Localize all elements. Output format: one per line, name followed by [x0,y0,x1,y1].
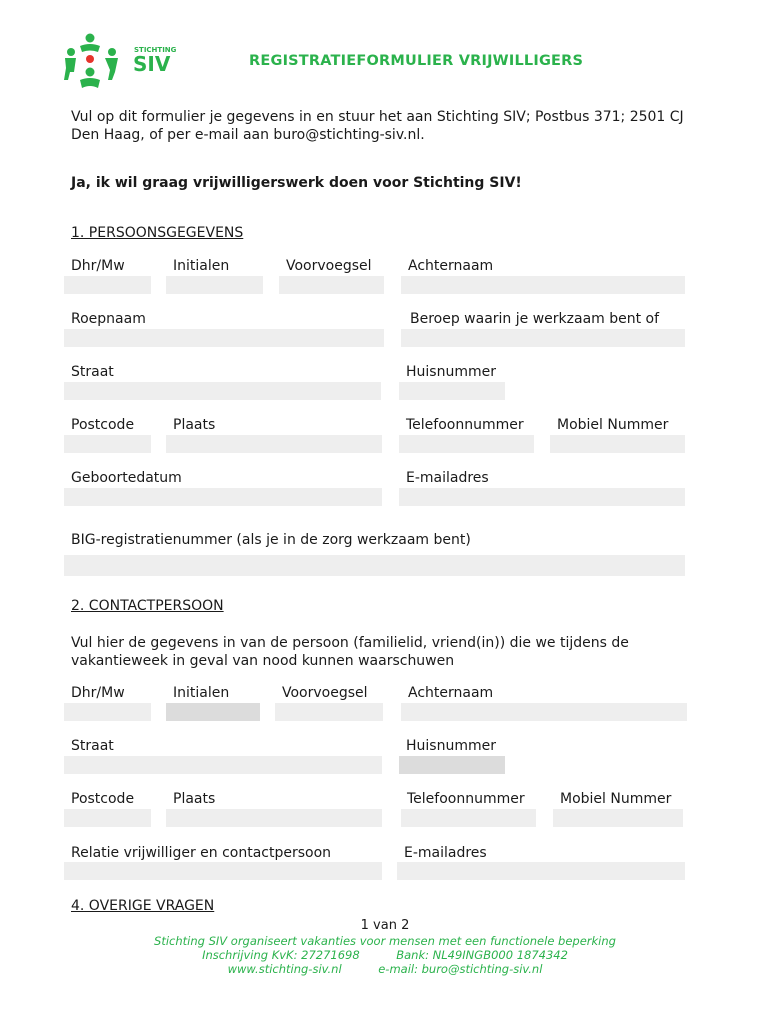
label-roepnaam: Roepnaam [71,311,146,327]
field-telefoon[interactable] [399,435,534,453]
label-geboortedatum: Geboortedatum [71,470,182,486]
section-4-heading: 4. OVERIGE VRAGEN [71,898,215,914]
field-contact-mobiel[interactable] [553,809,683,827]
label-contact-plaats: Plaats [173,791,216,807]
field-email[interactable] [399,488,685,506]
field-dhr-mw[interactable] [64,276,151,294]
label-contact-telefoon: Telefoonnummer [407,791,525,807]
label-straat: Straat [71,364,114,380]
footer-email[interactable]: e-mail: buro@stichting-siv.nl [378,962,543,976]
label-mobiel: Mobiel Nummer [557,417,669,433]
field-achternaam[interactable] [401,276,685,294]
field-contact-telefoon[interactable] [401,809,536,827]
field-huisnummer[interactable] [399,382,505,400]
footer-line2 [0,948,770,962]
label-postcode: Postcode [71,417,135,433]
footer-web[interactable]: www.stichting-siv.nl [227,962,342,976]
field-contact-plaats[interactable] [166,809,382,827]
field-beroep[interactable] [401,329,685,347]
footer-line1: Stichting SIV organiseert vakanties voor mensen met een functionele beperking [154,934,616,948]
footer-kvk: Inschrijving KvK: 27271698 [202,948,360,962]
field-contact-straat[interactable] [64,756,382,774]
label-contact-dhr-mw: Dhr/Mw [71,685,125,701]
label-huisnummer: Huisnummer [406,364,496,380]
section-2-heading: 2. CONTACTPERSOON [71,598,224,614]
label-relatie: Relatie vrijwilliger en contactpersoon [71,845,332,861]
label-dhr-mw: Dhr/Mw [71,258,125,274]
label-contact-voorvoegsel: Voorvoegsel [282,685,368,701]
field-roepnaam[interactable] [64,329,384,347]
label-email: E-mailadres [406,470,489,486]
label-plaats: Plaats [173,417,216,433]
intro-text: Vul op dit formulier je gegevens in en stuur het aan Stichting SIV; Postbus 371; 2501 CJ Den Haag, of per e-mail aan buro@stichting-siv.nl. [71,109,684,143]
field-straat[interactable] [64,382,381,400]
form-title: REGISTRATIEFORMULIER VRIJWILLIGERS [249,53,584,69]
field-plaats[interactable] [166,435,382,453]
section-2-intro: Vul hier de gegevens in van de persoon (familielid, vriend(in)) die we tijdens de vakantieweek in geval van nood kunnen waarschuwen [71,635,629,669]
field-big[interactable] [64,555,685,576]
field-contact-voorvoegsel[interactable] [275,703,383,721]
field-voorvoegsel[interactable] [279,276,384,294]
field-contact-achternaam[interactable] [401,703,687,721]
section-1-heading: 1. PERSOONSGEGEVENS [71,225,244,241]
field-contact-huisnummer[interactable] [399,756,505,774]
label-contact-mobiel: Mobiel Nummer [560,791,672,807]
field-mobiel[interactable] [550,435,685,453]
field-contact-dhr-mw[interactable] [64,703,151,721]
label-contact-huisnummer: Huisnummer [406,738,496,754]
logo-small-text: STICHTING [134,46,177,54]
field-postcode[interactable] [64,435,151,453]
label-achternaam: Achternaam [408,258,494,274]
logo-big-text: SIV [133,52,171,76]
label-voorvoegsel: Voorvoegsel [286,258,372,274]
field-relatie[interactable] [64,862,382,880]
footer-line3 [0,962,770,976]
page-number: 1 van 2 [360,918,410,933]
bold-statement: Ja, ik wil graag vrijwilligerswerk doen voor Stichting SIV! [71,175,522,191]
label-contact-straat: Straat [71,738,114,754]
field-contact-initialen[interactable] [166,703,260,721]
label-contact-postcode: Postcode [71,791,135,807]
field-geboortedatum[interactable] [64,488,382,506]
label-contact-achternaam: Achternaam [408,685,494,701]
label-contact-initialen: Initialen [173,685,230,701]
field-contact-email[interactable] [397,862,685,880]
field-initialen[interactable] [166,276,263,294]
footer-bank: Bank: NL49INGB000 1874342 [396,948,568,962]
label-contact-email: E-mailadres [404,845,487,861]
label-telefoon: Telefoonnummer [406,417,524,433]
field-contact-postcode[interactable] [64,809,151,827]
label-big: BIG-registratienummer (als je in de zorg werkzaam bent) [71,532,471,548]
label-beroep: Beroep waarin je werkzaam bent of [410,311,660,327]
label-initialen: Initialen [173,258,230,274]
